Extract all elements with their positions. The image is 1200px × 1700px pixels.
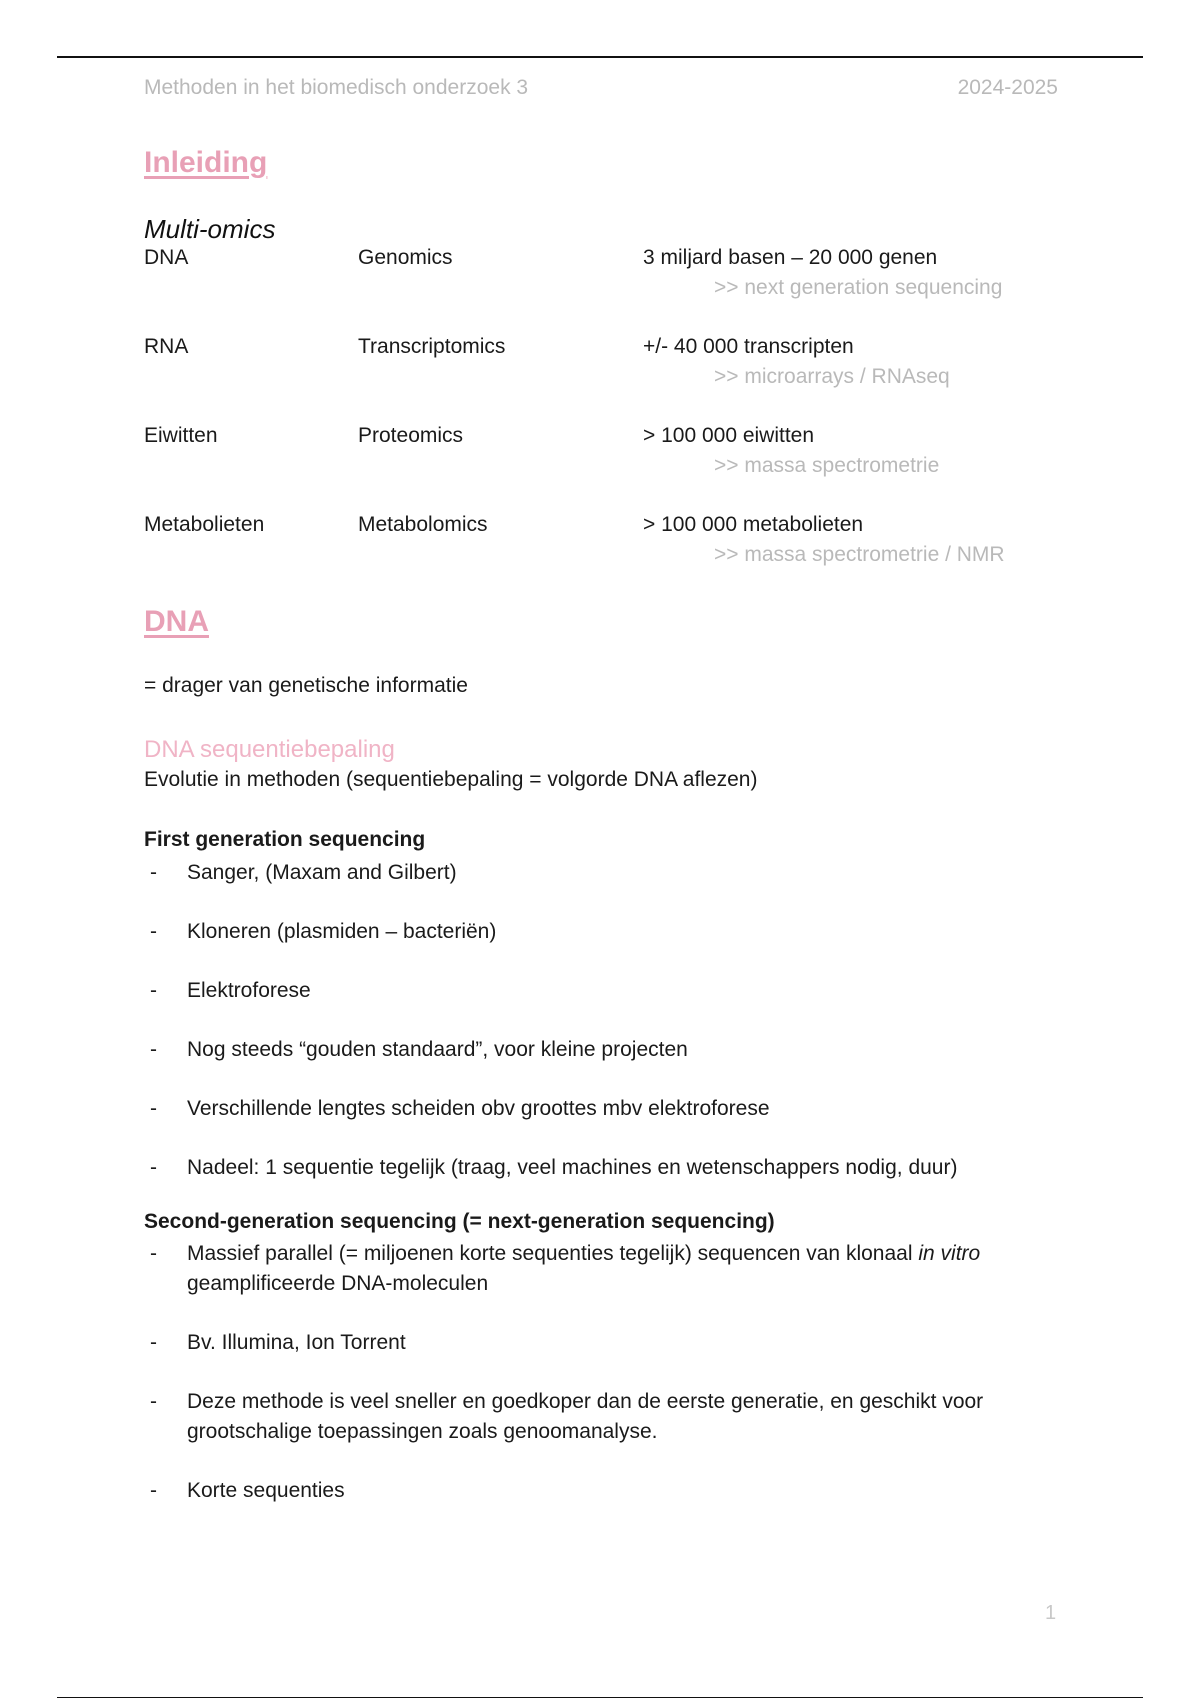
list-item: - Massief parallel (= miljoenen korte sequenties tegelijk) sequencen van klonaal in vitro geamplificeerde DNA-moleculen [144, 1239, 1058, 1299]
omics-method: >> next generation sequencing [714, 276, 1003, 299]
course-title: Methoden in het biomedisch onderzoek 3 [144, 76, 529, 99]
omics-count: 3 miljard basen – 20 000 genen [643, 246, 938, 269]
page-header [144, 76, 1058, 100]
omics-molecule: Eiwitten [144, 424, 218, 447]
omics-field: Transcriptomics [358, 335, 506, 358]
omics-count: > 100 000 eiwitten [643, 424, 815, 447]
list-item: - Deze methode is veel sneller en goedkoper dan de eerste generatie, en geschikt voor grootschalige toepassingen zoals genoomanalyse. [144, 1387, 1058, 1447]
list-item: - Nadeel: 1 sequentie tegelijk (traag, veel machines en wetenschappers nodig, duur) [144, 1153, 1058, 1183]
sequencing-intro: Evolutie in methoden (sequentiebepaling = volgorde DNA aflezen) [144, 768, 758, 791]
bullet-dash: - [150, 1331, 157, 1354]
list-item: - Bv. Illumina, Ion Torrent [144, 1328, 1058, 1358]
heading-dna: DNA [144, 605, 209, 638]
list-item: - Korte sequenties [144, 1476, 1058, 1506]
omics-count: +/- 40 000 transcripten [643, 335, 854, 358]
omics-field: Proteomics [358, 424, 464, 447]
list-item: - Nog steeds “gouden standaard”, voor kleine projecten [144, 1035, 1058, 1065]
omics-field: Genomics [358, 246, 453, 269]
list-item: - Elektroforese [144, 976, 1058, 1006]
bullet-dash: - [150, 1156, 157, 1179]
first-generation-list [144, 858, 1058, 1212]
top-rule [57, 56, 1143, 58]
bullet-dash: - [150, 1479, 157, 1502]
page-number: 1 [1045, 1602, 1057, 1624]
first-generation-title: First generation sequencing [144, 828, 426, 851]
bullet-dash: - [150, 1038, 157, 1061]
bullet-dash: - [150, 920, 157, 943]
bullet-dash: - [150, 861, 157, 884]
omics-molecule: Metabolieten [144, 513, 265, 536]
bullet-dash: - [150, 1390, 157, 1413]
list-item: - Kloneren (plasmiden – bacteriën) [144, 917, 1058, 947]
academic-year: 2024-2025 [957, 76, 1058, 99]
list-item: - Verschillende lengtes scheiden obv groottes mbv elektroforese [144, 1094, 1058, 1124]
bullet-dash: - [150, 1097, 157, 1120]
bullet-dash: - [150, 1242, 157, 1265]
second-generation-list [144, 1239, 1058, 1535]
omics-molecule: RNA [144, 335, 189, 358]
omics-method: >> microarrays / RNAseq [714, 365, 950, 388]
list-item: - Sanger, (Maxam and Gilbert) [144, 858, 1058, 888]
omics-molecule: DNA [144, 246, 189, 269]
second-generation-title: Second-generation sequencing (= next-generation sequencing) [144, 1210, 775, 1233]
heading-inleiding: Inleiding [144, 146, 268, 179]
omics-field: Metabolomics [358, 513, 488, 536]
omics-method: >> massa spectrometrie / NMR [714, 543, 1005, 566]
bottom-rule [57, 1697, 1143, 1698]
multi-omics-title: Multi-omics [144, 214, 276, 244]
bullet-dash: - [150, 979, 157, 1002]
omics-count: > 100 000 metabolieten [643, 513, 864, 536]
dna-definition: = drager van genetische informatie [144, 674, 468, 697]
subheading-dna-sequentiebepaling: DNA sequentiebepaling [144, 736, 395, 763]
omics-method: >> massa spectrometrie [714, 454, 940, 477]
